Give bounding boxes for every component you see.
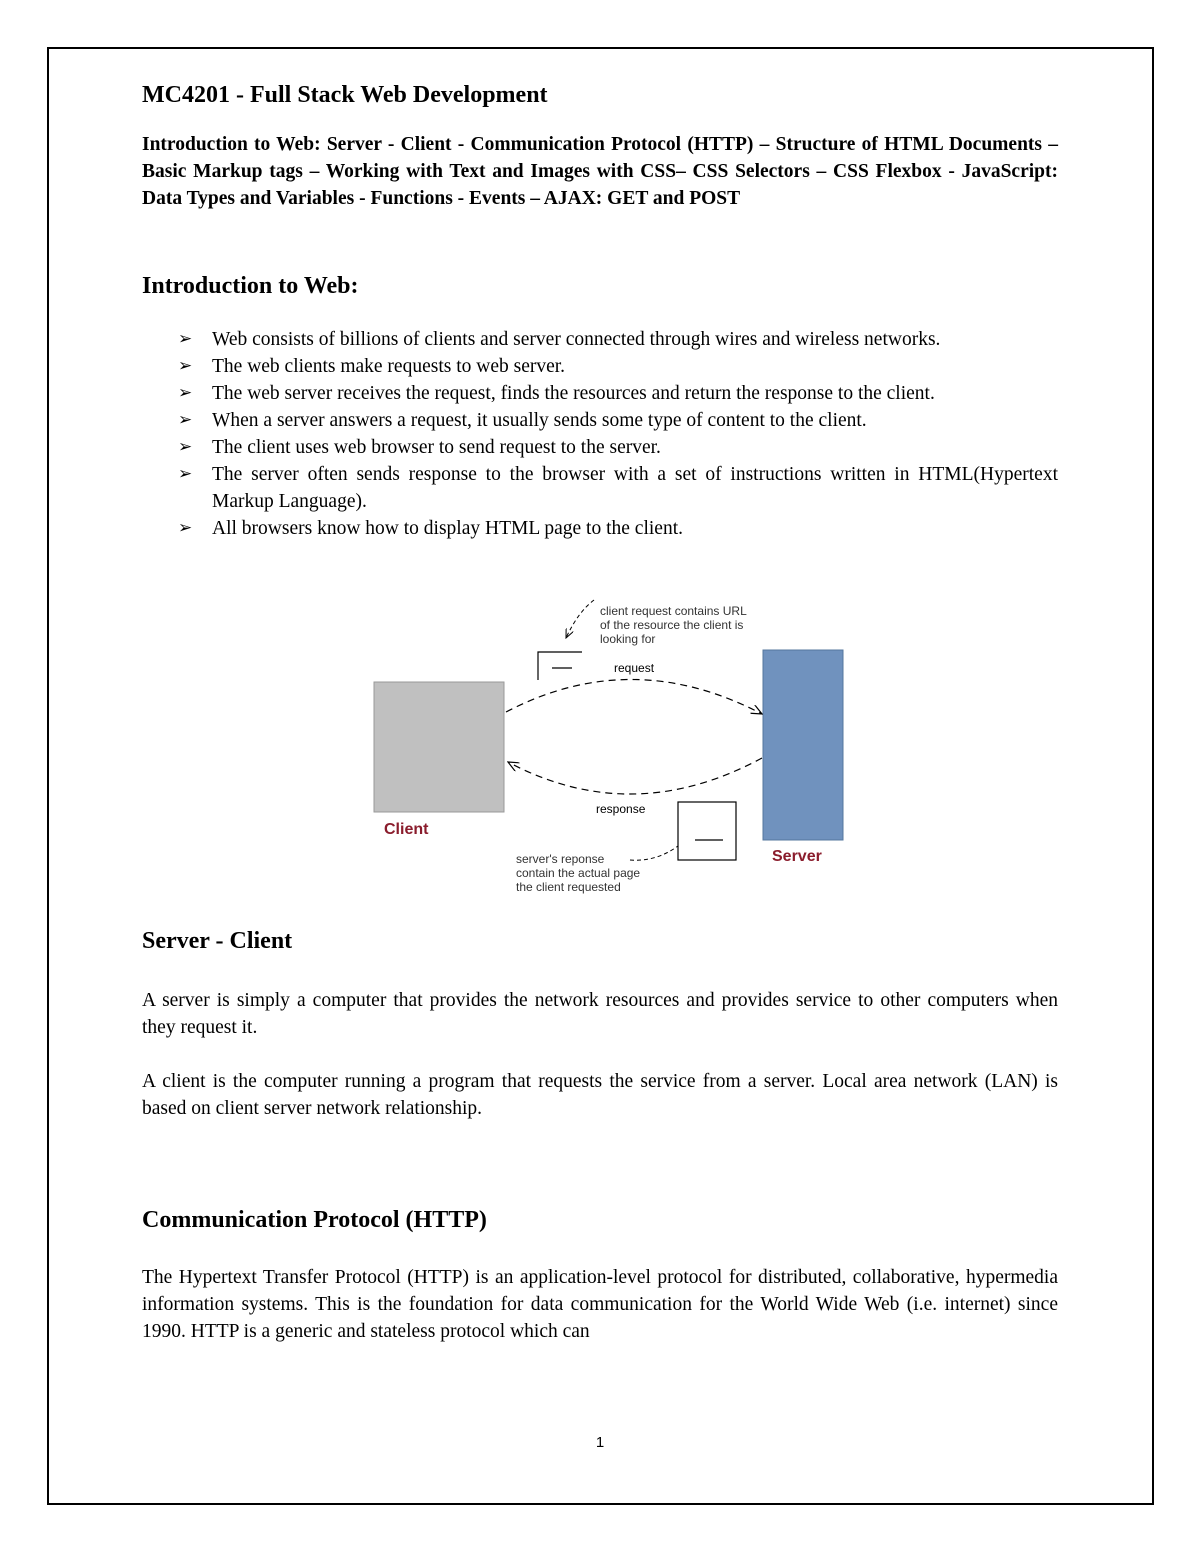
intro-bullet-list [142, 326, 1058, 542]
response-arrow [508, 758, 762, 794]
http-paragraph: The Hypertext Transfer Protocol (HTTP) is an application-level protocol for distributed, collaborative, hypermedia information systems. This is the foundation for data communication for the World Wide Web (i.e. internet) since 1990. HTTP is a generic and stateless protocol which can [142, 1267, 1058, 1342]
request-note-line: client request contains URL [600, 604, 747, 618]
arrow-bullet-icon: ➢ [178, 356, 193, 376]
server-definition-paragraph: A server is simply a computer that provides the network resources and provides service to other computers when they request it. [142, 990, 1058, 1038]
arrow-bullet-icon: ➢ [178, 464, 193, 484]
list-item [142, 380, 1058, 407]
request-callout-pointer [566, 600, 594, 638]
document-title: MC4201 - Full Stack Web Development [142, 82, 548, 108]
list-item [142, 515, 1058, 542]
bullet-text: Web consists of billions of clients and server connected through wires and wireless networks. [212, 329, 941, 350]
server-label: Server [772, 848, 822, 865]
syllabus-topics: Introduction to Web: Server - Client - Communication Protocol (HTTP) – Structure of HTML Documents – Basic Markup tags – Working with Text and Images with CSS– CSS Selectors – CSS Flexbox - JavaScript: Data Types and Variables - Functions - Events – AJAX: GET and POST [142, 134, 1058, 209]
heading-server-client: Server - Client [142, 928, 293, 954]
request-callout-note [600, 604, 747, 646]
request-note-line: looking for [600, 632, 656, 646]
document-content [142, 80, 1058, 1345]
arrow-bullet-icon: ➢ [178, 518, 193, 538]
arrow-bullet-icon: ➢ [178, 410, 193, 430]
response-document-icon [678, 802, 736, 860]
bullet-text: All browsers know how to display HTML page to the client. [212, 518, 683, 539]
list-item [142, 407, 1058, 434]
bullet-text: The client uses web browser to send request to the server. [212, 437, 661, 458]
bullet-text: When a server answers a request, it usually sends some type of content to the client. [212, 410, 867, 431]
arrow-bullet-icon: ➢ [178, 383, 193, 403]
arrow-bullet-icon: ➢ [178, 329, 193, 349]
page-number: 1 [595, 1434, 605, 1451]
bullet-text: The web clients make requests to web server. [212, 356, 566, 377]
client-definition-paragraph: A client is the computer running a program that requests the service from a server. Local area network (LAN) is based on client server network relationship. [142, 1071, 1058, 1119]
server-box [763, 650, 843, 840]
request-arrow [506, 679, 762, 714]
response-note-line: the client requested [516, 880, 621, 894]
client-box [374, 682, 504, 812]
list-item [142, 461, 1058, 515]
client-label: Client [384, 821, 429, 838]
list-item [142, 353, 1058, 380]
request-document-icon [538, 652, 582, 680]
list-item [142, 434, 1058, 461]
response-note-line: server's reponse [516, 852, 605, 866]
request-note-line: of the resource the client is [600, 618, 744, 632]
response-label: response [596, 802, 646, 816]
client-server-diagram [142, 578, 1058, 918]
response-note-line: contain the actual page [516, 866, 641, 880]
bullet-text: The server often sends response to the browser with a set of instructions written in HTML(Hypertext Markup Language). [212, 464, 1058, 512]
arrow-bullet-icon: ➢ [178, 437, 193, 457]
response-callout-note [516, 852, 640, 894]
bullet-text: The web server receives the request, finds the resources and return the response to the client. [212, 383, 935, 404]
list-item [142, 326, 1058, 353]
heading-communication-protocol: Communication Protocol (HTTP) [142, 1207, 487, 1233]
heading-introduction-to-web: Introduction to Web: [142, 273, 359, 299]
request-label: request [614, 661, 655, 675]
